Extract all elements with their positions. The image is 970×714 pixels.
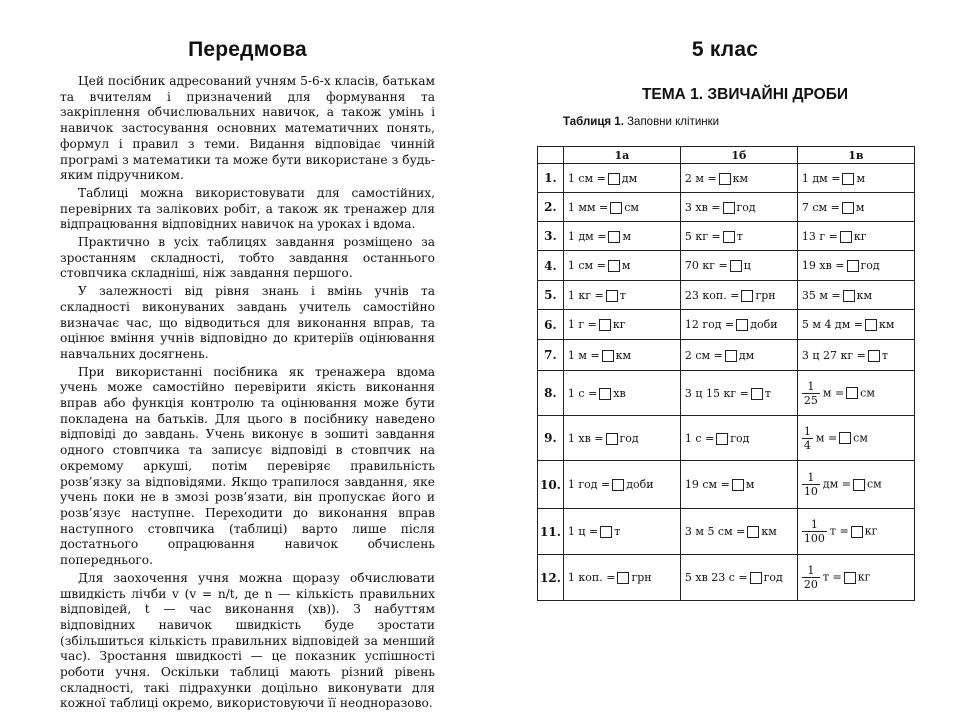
exercise-expression: 23 коп. = bbox=[684, 288, 740, 302]
answer-box[interactable] bbox=[606, 433, 618, 445]
target-unit: год bbox=[730, 431, 750, 445]
exercise-expression: 2 м = bbox=[684, 171, 717, 185]
exercise-cell-c bbox=[797, 281, 914, 310]
exercise-cell-c bbox=[797, 222, 914, 251]
exercise-expression: 1 хв = bbox=[567, 431, 604, 445]
source-unit: м = bbox=[815, 431, 838, 444]
target-unit: грн bbox=[755, 288, 776, 302]
target-unit: год bbox=[860, 259, 880, 272]
right-page bbox=[515, 38, 935, 591]
exercise-cell-b bbox=[680, 555, 797, 601]
exercise-cell-b bbox=[680, 281, 797, 310]
preface-paragraph-3: Практично в усіх таблицях завдання розміщено за зростанням складності, тобто завдання останнього стовпчика складніші, ніж завдання першого. bbox=[60, 235, 435, 281]
target-unit: м bbox=[745, 478, 755, 491]
answer-box[interactable] bbox=[750, 572, 762, 584]
table-body bbox=[538, 164, 915, 601]
exercise-expression: 2 см = bbox=[684, 348, 723, 362]
fraction-denominator: 4 bbox=[803, 438, 811, 452]
preface-paragraph-2: Таблиці можна використовувати для самостійних, перевірних та залікових робіт, а також як тренажер для відпрацювання відповідних навичок на уроках і вдома. bbox=[60, 185, 435, 232]
page-title-preface: Передмова bbox=[188, 38, 307, 61]
exercise-expression: 1 дм = bbox=[801, 171, 841, 185]
table-caption-label: Таблиця 1. bbox=[563, 116, 624, 128]
exercise-cell-a bbox=[563, 340, 680, 371]
exercise-expression: 1 с = bbox=[567, 386, 598, 400]
answer-box[interactable] bbox=[723, 202, 735, 214]
fraction-numerator: 1 bbox=[807, 564, 815, 577]
left-page bbox=[60, 38, 435, 714]
exercise-expression: 13 г = bbox=[801, 229, 838, 243]
target-unit: см bbox=[624, 200, 639, 214]
target-unit: км bbox=[732, 171, 749, 185]
row-number: 1. bbox=[538, 164, 564, 193]
exercise-cell-b bbox=[680, 371, 797, 416]
exercise-cell-b bbox=[680, 509, 797, 555]
answer-box[interactable] bbox=[868, 350, 880, 362]
preface-paragraph-6: Для заохочення учня можна щоразу обчислювати швидкість лічби v (v = n/t, де n — кількість правильних відповідей, t — час виконання (хв)). З набуттям відповідних навичок швидкість буде зростати (збільшиться кількість правильних відповідей за менший час). Зростання швидкості — це показник успішності роботи учня. Оскільки таблиці мають різний рівень складності, такі підрахунки доцільно виконувати для кожної таблиці окремо, використовуючи її неодноразово. bbox=[60, 570, 435, 711]
exercise-cell-c bbox=[797, 164, 914, 193]
answer-box[interactable] bbox=[725, 350, 737, 362]
target-unit: т bbox=[736, 229, 743, 243]
target-unit: грн bbox=[631, 571, 652, 584]
source-unit: т = bbox=[822, 570, 842, 584]
exercise-cell-a bbox=[563, 461, 680, 509]
target-unit: дм bbox=[621, 171, 638, 185]
exercise-expression: 3 ц 27 кг = bbox=[801, 348, 866, 362]
table-row bbox=[538, 371, 915, 416]
target-unit: км bbox=[761, 525, 777, 538]
exercise-expression: 5 хв 23 с = bbox=[684, 571, 748, 584]
answer-box[interactable] bbox=[851, 526, 863, 538]
row-number: 5. bbox=[538, 281, 564, 310]
answer-box[interactable] bbox=[600, 526, 612, 538]
answer-box[interactable] bbox=[839, 432, 851, 444]
topic-heading: ТЕМА 1. ЗВИЧАЙНІ ДРОБИ bbox=[641, 86, 849, 103]
exercise-expression: 1 коп. = bbox=[567, 571, 616, 584]
source-unit: т = bbox=[829, 524, 849, 538]
exercise-expression: 7 см = bbox=[801, 200, 840, 214]
target-unit: доби bbox=[626, 478, 654, 491]
answer-box[interactable] bbox=[842, 202, 854, 214]
answer-box[interactable] bbox=[846, 387, 858, 399]
answer-box[interactable] bbox=[847, 260, 859, 272]
exercise-expression: 1 г = bbox=[567, 318, 597, 331]
target-unit: кг bbox=[612, 318, 626, 331]
target-unit: м bbox=[855, 200, 865, 214]
exercise-cell-c bbox=[797, 251, 914, 281]
answer-box[interactable] bbox=[617, 572, 629, 584]
target-unit: м bbox=[621, 259, 631, 272]
fraction-denominator: 20 bbox=[803, 578, 818, 591]
target-unit: м bbox=[622, 229, 631, 243]
target-unit: т bbox=[764, 386, 771, 400]
table-row bbox=[538, 193, 915, 222]
page-title-grade: 5 клас bbox=[691, 38, 759, 61]
table-row bbox=[538, 461, 915, 509]
target-unit: год bbox=[736, 200, 756, 214]
fraction bbox=[802, 518, 827, 545]
preface-paragraph-1: Цей посібник адресований учням 5-6-х класів, батькам та вчителям і призначений для формування та закріплення обчислювальних навичок, а також умінь і навичок застосування основних математичних понять, формул і правил з теми. Видання відповідає чинній програмі з математики та може бути використане з будь-яким підручником. bbox=[60, 74, 435, 183]
row-number: 6. bbox=[538, 310, 564, 340]
exercise-expression: 19 хв = bbox=[801, 259, 845, 272]
preface-paragraph-4: У залежності від рівня знань і вмінь учнів та складності виконуваних завдань учитель самостійно визначає час, що відводиться для виконання вправ, та оцінює вміння учнів відповідно до критеріїв оцінювання навчальних досягнень. bbox=[60, 284, 435, 361]
exercise-cell-c bbox=[797, 193, 914, 222]
answer-box[interactable] bbox=[599, 319, 611, 331]
table-row bbox=[538, 251, 915, 281]
exercise-expression: 3 ц 15 кг = bbox=[684, 386, 749, 400]
target-unit: см bbox=[866, 477, 882, 491]
fraction bbox=[802, 471, 820, 498]
exercise-cell-a bbox=[563, 281, 680, 310]
table-row bbox=[538, 509, 915, 555]
exercise-cell-a bbox=[563, 509, 680, 555]
exercise-expression: 3 м 5 см = bbox=[684, 525, 746, 538]
answer-box[interactable] bbox=[606, 290, 618, 302]
row-number: 2. bbox=[538, 193, 564, 222]
exercise-expression: 5 кг = bbox=[684, 229, 721, 243]
exercise-cell-a bbox=[563, 251, 680, 281]
answer-box[interactable] bbox=[730, 260, 742, 272]
exercise-cell-b bbox=[680, 164, 797, 193]
answer-box[interactable] bbox=[723, 231, 735, 243]
target-unit: км bbox=[856, 288, 873, 302]
exercise-expression: 1 с = bbox=[684, 431, 715, 445]
answer-box[interactable] bbox=[747, 526, 759, 538]
exercise-cell-b bbox=[680, 251, 797, 281]
target-unit: т bbox=[619, 288, 626, 302]
target-unit: кг bbox=[857, 570, 871, 584]
header-col-1v: 1в bbox=[797, 147, 914, 164]
row-number: 3. bbox=[538, 222, 564, 251]
answer-box[interactable] bbox=[608, 260, 620, 272]
fraction bbox=[802, 425, 813, 452]
answer-box[interactable] bbox=[610, 202, 622, 214]
answer-box[interactable] bbox=[840, 231, 852, 243]
exercise-cell-a bbox=[563, 222, 680, 251]
answer-box[interactable] bbox=[612, 479, 624, 491]
target-unit: хв bbox=[613, 386, 626, 400]
exercise-expression: 1 дм = bbox=[567, 229, 607, 243]
table-caption bbox=[563, 116, 935, 128]
exercise-expression: 3 хв = bbox=[684, 200, 721, 214]
exercise-cell-a bbox=[563, 371, 680, 416]
exercise-cell-b bbox=[680, 222, 797, 251]
table-row bbox=[538, 164, 915, 193]
table-row bbox=[538, 416, 915, 461]
row-number: 9. bbox=[538, 416, 564, 461]
answer-box[interactable] bbox=[599, 388, 611, 400]
exercise-expression: 12 год = bbox=[684, 318, 735, 331]
fraction-numerator: 1 bbox=[803, 424, 811, 438]
exercise-cell-c bbox=[797, 416, 914, 461]
exercise-table bbox=[537, 146, 915, 601]
target-unit: год bbox=[619, 431, 639, 445]
exercise-cell-a bbox=[563, 416, 680, 461]
fraction-numerator: 1 bbox=[807, 379, 815, 393]
exercise-cell-c bbox=[797, 371, 914, 416]
table-caption-text: Заповни клітинки bbox=[623, 116, 720, 128]
preface-text bbox=[60, 74, 435, 712]
exercise-expression: 1 ц = bbox=[567, 525, 599, 538]
target-unit: км bbox=[615, 348, 632, 362]
exercise-cell-c bbox=[797, 509, 914, 555]
exercise-expression: 1 мм = bbox=[567, 200, 609, 214]
target-unit: м bbox=[856, 171, 865, 185]
answer-box[interactable] bbox=[844, 572, 856, 584]
exercise-cell-c bbox=[797, 461, 914, 509]
exercise-cell-b bbox=[680, 310, 797, 340]
row-number: 7. bbox=[538, 340, 564, 371]
target-unit: т bbox=[881, 348, 888, 362]
fraction-denominator: 10 bbox=[803, 485, 818, 498]
fraction bbox=[802, 380, 820, 407]
target-unit: ц bbox=[743, 259, 751, 272]
answer-box[interactable] bbox=[865, 319, 877, 331]
fraction-numerator: 1 bbox=[807, 471, 815, 484]
target-unit: год bbox=[763, 571, 783, 584]
header-col-1b: 1б bbox=[680, 147, 797, 164]
exercise-expression: 1 год = bbox=[567, 478, 611, 491]
table-row bbox=[538, 340, 915, 371]
exercise-cell-a bbox=[563, 555, 680, 601]
exercise-cell-a bbox=[563, 310, 680, 340]
target-unit: т bbox=[614, 525, 621, 538]
answer-box[interactable] bbox=[842, 173, 854, 185]
answer-box[interactable] bbox=[751, 388, 763, 400]
row-number: 4. bbox=[538, 251, 564, 281]
exercise-expression: 1 кг = bbox=[567, 288, 604, 302]
exercise-cell-c bbox=[797, 310, 914, 340]
answer-box[interactable] bbox=[853, 479, 865, 491]
answer-box[interactable] bbox=[736, 319, 748, 331]
fraction-denominator: 100 bbox=[803, 532, 825, 545]
target-unit: доби bbox=[750, 318, 778, 331]
target-unit: кг bbox=[864, 524, 878, 538]
row-number: 10. bbox=[538, 461, 564, 509]
exercise-cell-a bbox=[563, 193, 680, 222]
exercise-cell-b bbox=[680, 461, 797, 509]
preface-paragraph-5: При використанні посібника як тренажера вдома учень може самостійно перевірити якість виконання вправ або функція контролю та оцінювання може бути покладена на батьків. Для цього в посібнику наведено відповіді до завдань. Учень виконує в зошиті завдання одного стовпчика та записує відповіді в стовпчик на окремому аркуші, потім перевіряє правильність розв’язку за відповідями. Якщо трапилося завдання, яке учень поки не в змозі розв’язати, він пропускає його и розв’язує наступне. Переходити до виконання вправ наступного стовпчика (таблиці) варто лише після достатнього опрацювання навичок обчислень попереднього. bbox=[60, 364, 435, 568]
answer-box[interactable] bbox=[716, 433, 728, 445]
source-unit: дм = bbox=[822, 477, 851, 491]
exercise-expression: 1 м = bbox=[567, 348, 600, 362]
fraction-denominator: 25 bbox=[803, 393, 818, 407]
answer-box[interactable] bbox=[732, 479, 744, 491]
table-row bbox=[538, 310, 915, 340]
answer-box[interactable] bbox=[843, 290, 855, 302]
row-number: 8. bbox=[538, 371, 564, 416]
source-unit: м = bbox=[822, 386, 845, 399]
header-empty bbox=[538, 147, 564, 164]
header-col-1a: 1а bbox=[563, 147, 680, 164]
exercise-cell-b bbox=[680, 340, 797, 371]
exercise-expression: 70 кг = bbox=[684, 259, 728, 272]
exercise-cell-b bbox=[680, 193, 797, 222]
exercise-expression: 5 м 4 дм = bbox=[801, 318, 863, 331]
target-unit: см bbox=[860, 386, 875, 399]
table-row bbox=[538, 281, 915, 310]
exercise-cell-b bbox=[680, 416, 797, 461]
row-number: 12. bbox=[538, 555, 564, 601]
answer-box[interactable] bbox=[608, 231, 620, 243]
exercise-expression: 1 см = bbox=[567, 171, 606, 185]
exercise-expression: 1 см = bbox=[567, 259, 606, 272]
row-number: 11. bbox=[538, 509, 564, 555]
target-unit: см bbox=[853, 431, 868, 444]
target-unit: кг bbox=[853, 229, 867, 243]
answer-box[interactable] bbox=[608, 173, 620, 185]
fraction-numerator: 1 bbox=[810, 518, 818, 531]
table-row bbox=[538, 222, 915, 251]
fraction bbox=[802, 564, 820, 591]
target-unit: дм bbox=[738, 348, 755, 362]
answer-box[interactable] bbox=[602, 350, 614, 362]
exercise-cell-a bbox=[563, 164, 680, 193]
table-header-row bbox=[538, 147, 915, 164]
exercise-expression: 19 см = bbox=[684, 478, 730, 491]
target-unit: км bbox=[878, 318, 895, 331]
answer-box[interactable] bbox=[719, 173, 731, 185]
table-row bbox=[538, 555, 915, 601]
answer-box[interactable] bbox=[741, 290, 753, 302]
exercise-cell-c bbox=[797, 555, 914, 601]
exercise-expression: 35 м = bbox=[801, 288, 841, 302]
exercise-cell-c bbox=[797, 340, 914, 371]
